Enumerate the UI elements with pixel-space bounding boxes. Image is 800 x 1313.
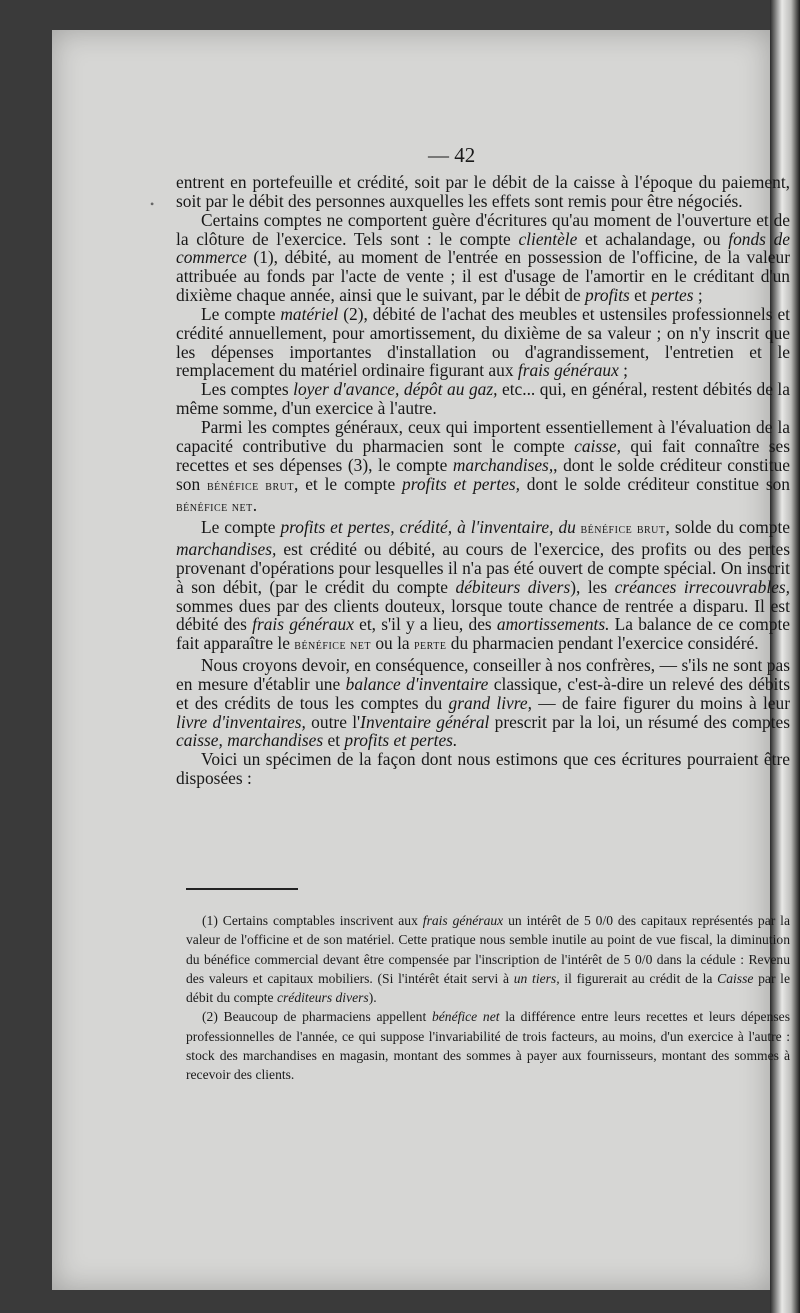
italic-run: caisse, bbox=[574, 435, 621, 456]
italic-run: un tiers, bbox=[513, 970, 560, 986]
italic-run: fonds de commerce bbox=[176, 228, 790, 268]
text-run: etc... qui, en général, restent débités de la même somme, d'un exercice à l'autre. bbox=[176, 379, 790, 419]
italic-run: grand livre, bbox=[448, 692, 532, 713]
italic-run: profits et pertes, crédité, à l'inventaire, du bbox=[280, 517, 576, 538]
paragraph-6 bbox=[176, 518, 790, 656]
text-run: classique, c'est-à-dire un relevé des débits et des crédits de tous les comptes du bbox=[176, 673, 790, 713]
text-run: ou la bbox=[371, 633, 414, 654]
text-run: , et le compte bbox=[293, 473, 403, 494]
text-run: — de faire figurer du moins à leur bbox=[531, 692, 790, 713]
italic-run: marchandises, bbox=[452, 454, 554, 475]
text-run: Le compte bbox=[201, 303, 281, 324]
text-run: par le débit du compte bbox=[186, 970, 790, 1006]
paragraph-2 bbox=[176, 211, 790, 305]
text-run: (1) Certains comptables inscrivent aux bbox=[202, 913, 423, 928]
italic-run: Caisse bbox=[717, 970, 754, 986]
text-run: outre l' bbox=[305, 711, 361, 732]
footnotes bbox=[186, 911, 790, 1085]
paragraph-8: Voici un spécimen de la façon dont nous estimons que ces écritures pourraient être disposées : bbox=[176, 749, 790, 789]
italic-run: pertes bbox=[651, 285, 694, 306]
italic-run: caisse, marchandises bbox=[176, 730, 324, 751]
paragraph-1: entrent en portefeuille et crédité, soit par le débit de la caisse à l'époque du paiement, soit par le débit des personnes auxquelles les effets sont remis pour être négociés. bbox=[176, 172, 790, 211]
text-run: . bbox=[252, 495, 258, 516]
footnote-rule bbox=[186, 888, 298, 890]
paragraph-5 bbox=[176, 418, 790, 518]
page-number: — 42 bbox=[428, 143, 476, 167]
italic-run: bénéfice net bbox=[431, 1009, 500, 1025]
italic-run: clientèle bbox=[518, 228, 578, 249]
text-run: La balance de ce compte fait apparaître le bbox=[176, 614, 791, 654]
text-run: Certains comptes ne comportent guère d'écritures qu'au moment de l'ouverture et de la clôture de l'exercice. Tels sont : le compte bbox=[176, 209, 790, 249]
italic-run: matériel bbox=[280, 303, 339, 324]
italic-run: marchandises, bbox=[176, 539, 277, 560]
text-run: ). bbox=[368, 990, 377, 1006]
italic-run: frais généraux bbox=[422, 913, 504, 928]
italic-run: profits bbox=[585, 285, 630, 306]
italic-run: frais généraux bbox=[517, 360, 619, 381]
text-run: un intérêt de 5 0/0 des capitaux représentés par la valeur de l'officine et de son matériel. Cette pratique nous semble inutile au point de vue fiscal, la diminution du bénéfice commercial devant être compensée par l'inscription de l'intérêt de 5 0/0 dans la cédule : Revenu des valeurs et capitaux mobiliers. (Si l'intérêt était servi à bbox=[186, 913, 790, 986]
text-run: dont le solde créditeur constitue son bbox=[519, 473, 790, 494]
text-run: ; bbox=[618, 360, 629, 381]
text-run: la différence entre leurs recettes et leurs dépenses professionnelles de l'année, ce qui suppose l'invariabilité de trois facteurs, au moins, d'un exercice à l'autre : stock des marchandises en magasin, montant des sommes à payer aux fournisseurs, montant des sommes à recevoir des clients. bbox=[186, 1009, 790, 1083]
italic-run: débiteurs divers bbox=[455, 576, 571, 597]
paragraph-3 bbox=[176, 305, 790, 380]
small-caps-run: bénéfice brut bbox=[207, 478, 294, 494]
small-caps-run: bénéfice net bbox=[176, 500, 253, 516]
footnote-1 bbox=[186, 911, 790, 1007]
text-run: et achalandage, ou bbox=[577, 228, 729, 249]
text-run: du pharmacien pendant l'exercice considéré. bbox=[446, 633, 759, 654]
italic-run: profits et pertes. bbox=[344, 730, 458, 751]
text-run: Parmi les comptes généraux, ceux qui importent essentiellement à l'évaluation de la capacité contributive du pharmacien sont le compte bbox=[176, 416, 790, 456]
italic-run: profits et pertes, bbox=[402, 473, 520, 494]
text-run: Le compte bbox=[201, 517, 281, 538]
small-caps-run: perte bbox=[413, 638, 447, 654]
text-run: (2) Beaucoup de pharmaciens appellent bbox=[202, 1009, 432, 1025]
italic-run: créditeurs divers bbox=[276, 990, 369, 1006]
text-run: , solde du compte bbox=[665, 517, 791, 538]
text-run: Les comptes bbox=[201, 379, 294, 400]
margin-mark: • bbox=[150, 197, 155, 211]
small-caps-run: bénéfice net bbox=[294, 638, 371, 654]
text-run: qui fait connaître ses recettes et ses dépenses (3), le compte bbox=[176, 435, 790, 475]
italic-run: amortissements. bbox=[496, 614, 610, 635]
text-run: ; bbox=[693, 285, 703, 306]
text-run: il figurerait au crédit de la bbox=[559, 970, 718, 986]
text-run: , dont le solde créditeur constitue son bbox=[176, 454, 790, 494]
text-run: prescrit par la loi, un résumé des comptes bbox=[489, 711, 791, 732]
text-run: et bbox=[629, 285, 652, 306]
italic-run: Inventaire général bbox=[360, 711, 490, 732]
text-run: (1), débité, au moment de l'entrée en possession de l'officine, de la valeur attribuée au fonds par l'acte de vente ; il est d'usage de l'amortir en le créditant d'un dixième chaque année, ainsi que le suivant, par le débit de bbox=[176, 247, 790, 306]
main-text bbox=[176, 173, 790, 788]
paragraph-7 bbox=[176, 656, 790, 750]
text-run: ), les bbox=[570, 576, 615, 597]
italic-run: frais généraux bbox=[252, 614, 354, 635]
text-run: et bbox=[323, 730, 345, 751]
small-caps-run: bénéfice brut bbox=[575, 522, 666, 538]
text-run: Nous croyons devoir, en conséquence, conseiller à nos confrères, — s'ils ne sont pas en mesure d'établir une bbox=[176, 655, 790, 694]
footnote-2 bbox=[186, 1007, 790, 1084]
italic-run: balance d'inventaire bbox=[345, 673, 489, 694]
text-run: sommes dues par des clients douteux, lorsque toute chance de rentrée a disparu. Il est débité des bbox=[176, 595, 790, 635]
italic-run: loyer d'avance, dépôt au gaz, bbox=[293, 379, 498, 400]
text-run: et, s'il y a lieu, des bbox=[353, 614, 497, 635]
paragraph-4 bbox=[176, 380, 790, 418]
text-run: (2), débité de l'achat des meubles et ustensiles professionnels et crédité annuellement, pour amortissement, du dixième de sa valeur ; on n'y inscrit que les dépenses importantes d'installation ou d'agrandissement, l'entretien et le remplacement du matériel ordinaire figurant aux bbox=[176, 303, 790, 381]
italic-run: créances irrecouvrables, bbox=[614, 576, 790, 597]
italic-run: livre d'inventaires, bbox=[176, 711, 306, 732]
text-run: est crédité ou débité, au cours de l'exercice, des profits ou des pertes provenant d'opérations pour lesquelles il n'a pas été ouvert de compte spécial. On inscrit à son débit, (par le crédit du compte bbox=[176, 539, 790, 597]
